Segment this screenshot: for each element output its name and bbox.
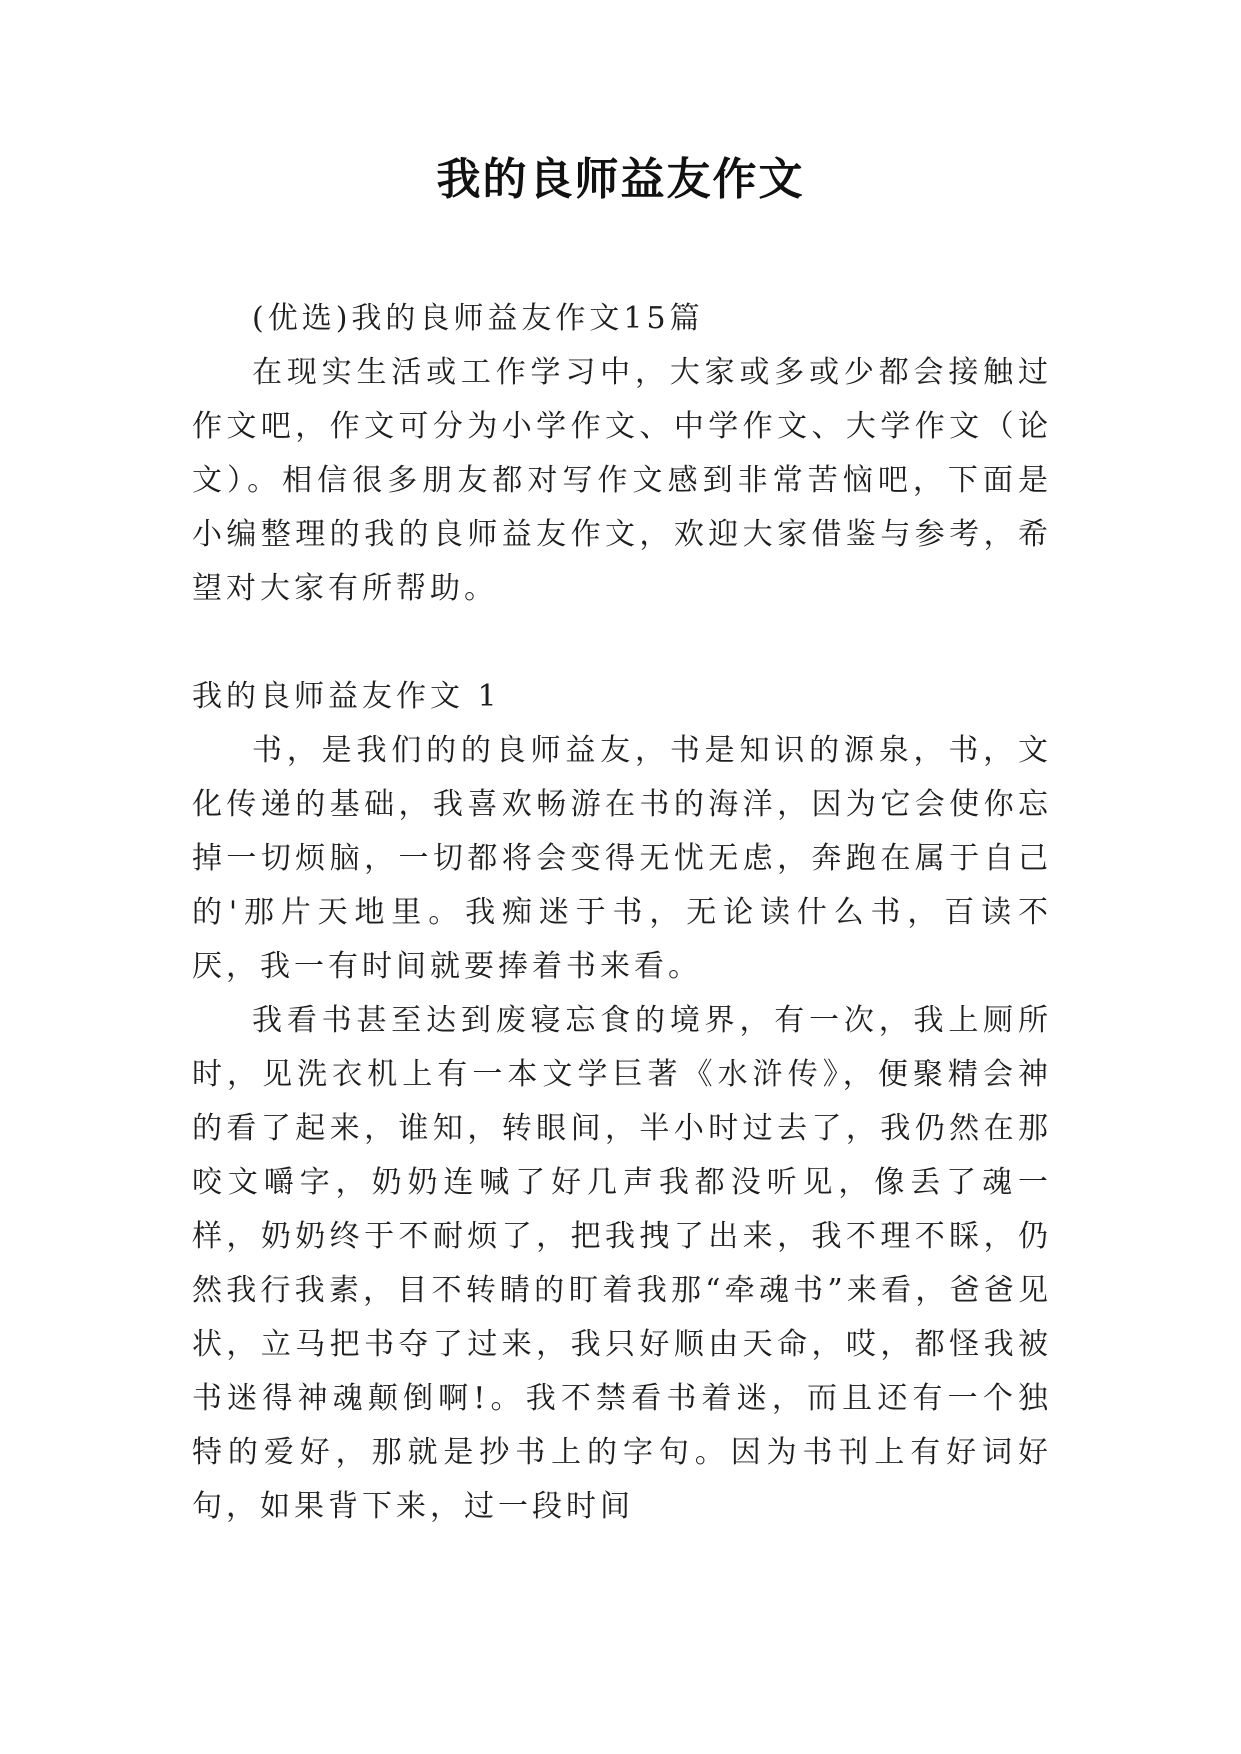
section-heading: 我的良师益友作文 1 [192, 679, 501, 714]
document-title: 我的良师益友作文 [436, 154, 805, 205]
section-spacer [192, 616, 1052, 670]
body-paragraph: 我看书甚至达到废寝忘食的境界，有一次，我上厕所时，见洗衣机上有一本文学巨著《水浒传》，便聚精会神的看了起来，谁知，转眼间，半小时过去了，我仍然在那咬文嚼字，奶奶连喊了好几声我都没听见，像丢了魂一样，奶奶终于不耐烦了，把我拽了出来，我不理不睬，仍然我行我素，目不转睛的盯着我那“牵魂书”来看，爸爸见状，立马把书夺了过来，我只好顺由天命，哎，都怪我被书迷得神魂颠倒啊!。我不禁看书着迷，而且还有一个独特的爱好，那就是抄书上的字句。因为书刊上有好词好句，如果背下来，过一段时间 [192, 1003, 1052, 1524]
document-body [192, 292, 1052, 1534]
document-subtitle: (优选)我的良师益友作文15篇 [252, 301, 704, 336]
intro-paragraph: 在现实生活或工作学习中，大家或多或少都会接触过作文吧，作文可分为小学作文、中学作文、大学作文（论文）。相信很多朋友都对写作文感到非常苦恼吧，下面是小编整理的我的良师益友作文，欢迎大家借鉴与参考，希望对大家有所帮助。 [192, 355, 1052, 606]
body-paragraph: 书，是我们的的良师益友，书是知识的源泉，书，文化传递的基础，我喜欢畅游在书的海洋，因为它会使你忘掉一切烦脑，一切都将会变得无忧无虑，奔跑在属于自己的'那片天地里。我痴迷于书，无论读什么书，百读不厌，我一有时间就要捧着书来看。 [192, 733, 1052, 984]
